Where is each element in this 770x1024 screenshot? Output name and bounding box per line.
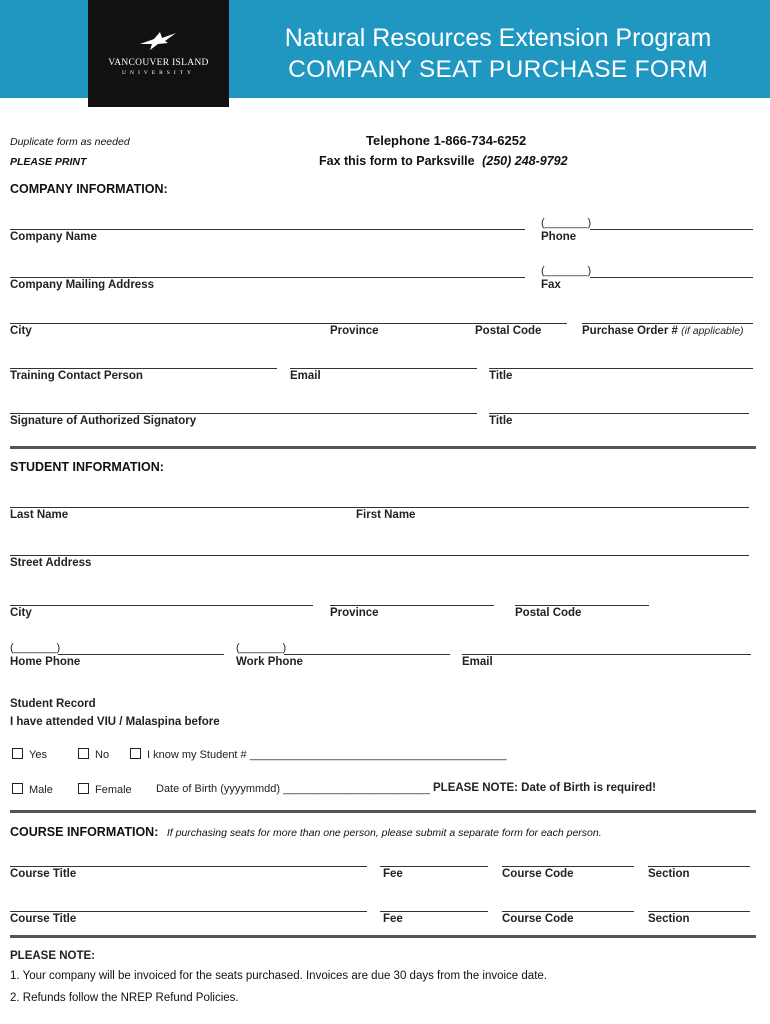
course-code-field-1[interactable] [502, 866, 634, 867]
training-contact-field[interactable] [10, 368, 277, 369]
section-divider [10, 446, 756, 449]
bird-logo-icon [138, 30, 178, 52]
student-province-field[interactable] [330, 605, 494, 606]
student-record-heading: Student Record [10, 698, 96, 710]
fax-instruction [319, 154, 568, 168]
female-checkbox[interactable] [78, 783, 89, 794]
student-email-field[interactable] [462, 654, 751, 655]
know-number-label: I know my Student # __________________________________________ [147, 749, 507, 761]
signatory-title-field[interactable] [489, 413, 749, 414]
fee-label: Fee [383, 868, 403, 880]
city-province-postal-field[interactable] [10, 323, 567, 324]
student-province-label: Province [330, 607, 379, 619]
logo-name: VANCOUVER ISLAND [108, 58, 209, 68]
course-title-label: Course Title [10, 913, 77, 925]
yes-option[interactable] [12, 748, 47, 761]
course-code-label: Course Code [502, 868, 574, 880]
work-phone-field[interactable] [284, 654, 450, 655]
course-code-field-2[interactable] [502, 911, 634, 912]
company-province-label: Province [330, 325, 379, 337]
mailing-address-label: Company Mailing Address [10, 279, 154, 291]
company-heading: COMPANY INFORMATION: [10, 182, 168, 196]
yes-label: Yes [29, 749, 47, 761]
phone-field[interactable] [590, 229, 753, 230]
attended-question: I have attended VIU / Malaspina before [10, 716, 220, 728]
section-divider-2 [10, 810, 756, 813]
first-name-label: First Name [356, 509, 416, 521]
phone-paren: (_______) [541, 217, 592, 229]
company-email-field[interactable] [290, 368, 477, 369]
viu-logo [88, 0, 229, 107]
fax-field[interactable] [590, 277, 753, 278]
course-title-field-1[interactable] [10, 866, 367, 867]
female-label: Female [95, 784, 132, 796]
company-name-label: Company Name [10, 231, 97, 243]
know-student-number-option[interactable] [130, 748, 507, 761]
street-address-field[interactable] [10, 555, 749, 556]
fax-number: (250) 248-9792 [482, 154, 568, 168]
company-postal-label: Postal Code [475, 325, 542, 337]
fee-label: Fee [383, 913, 403, 925]
fee-field-2[interactable] [380, 911, 488, 912]
student-postal-label: Postal Code [515, 607, 582, 619]
contact-title-field[interactable] [489, 368, 753, 369]
student-city-label: City [10, 607, 32, 619]
male-option[interactable] [12, 783, 53, 796]
dob-note: PLEASE NOTE: Date of Birth is required! [433, 782, 656, 794]
please-print: PLEASE PRINT [10, 156, 87, 168]
mailing-address-field[interactable] [10, 277, 525, 278]
street-address-label: Street Address [10, 557, 92, 569]
student-email-label: Email [462, 656, 493, 668]
purchase-order-text: Purchase Order # [582, 325, 678, 337]
course-code-label: Course Code [502, 913, 574, 925]
home-phone-field[interactable] [58, 654, 224, 655]
course-heading-row [10, 823, 602, 841]
male-checkbox[interactable] [12, 783, 23, 794]
course-title-field-2[interactable] [10, 911, 367, 912]
no-checkbox[interactable] [78, 748, 89, 759]
no-option[interactable] [78, 748, 109, 761]
home-phone-label: Home Phone [10, 656, 81, 668]
purchase-order-label [582, 325, 744, 337]
student-city-field[interactable] [10, 605, 313, 606]
fee-field-1[interactable] [380, 866, 488, 867]
signature-field[interactable] [10, 413, 477, 414]
footer-heading: PLEASE NOTE: [10, 950, 95, 962]
course-title-label: Course Title [10, 868, 77, 880]
section-field-2[interactable] [648, 911, 750, 912]
section-label: Section [648, 913, 690, 925]
signatory-title-label: Title [489, 415, 513, 427]
signature-label: Signature of Authorized Signatory [10, 415, 197, 427]
know-number-checkbox[interactable] [130, 748, 141, 759]
work-phone-label: Work Phone [236, 656, 303, 668]
duplicate-note: Duplicate form as needed [10, 136, 130, 148]
yes-checkbox[interactable] [12, 748, 23, 759]
footer-note-2: 2. Refunds follow the NREP Refund Policies. [10, 992, 239, 1004]
contact-title-label: Title [489, 370, 513, 382]
last-name-label: Last Name [10, 509, 69, 521]
phone-label: Phone [541, 231, 577, 243]
if-applicable: (if applicable) [681, 325, 744, 337]
course-heading: COURSE INFORMATION: [10, 825, 159, 839]
company-city-label: City [10, 325, 32, 337]
no-label: No [95, 749, 110, 761]
telephone: Telephone 1-866-734-6252 [366, 133, 527, 148]
fax-label-field: Fax [541, 279, 561, 291]
form-title: COMPANY SEAT PURCHASE FORM [288, 56, 708, 83]
section-label: Section [648, 868, 690, 880]
section-divider-3 [10, 935, 756, 938]
course-heading-note: If purchasing seats for more than one person, please submit a separate form for each person. [166, 827, 602, 839]
student-name-field[interactable] [10, 507, 749, 508]
student-heading: STUDENT INFORMATION: [10, 460, 164, 474]
footer-note-1: 1. Your company will be invoiced for the seats purchased. Invoices are due 30 days from the invoice date. [10, 970, 547, 982]
company-email-label: Email [290, 370, 321, 382]
program-title: Natural Resources Extension Program [284, 24, 712, 52]
section-field-1[interactable] [648, 866, 750, 867]
company-name-field[interactable] [10, 229, 525, 230]
dob-field[interactable]: Date of Birth (yyyymmdd) ________________________ [156, 783, 430, 795]
male-label: Male [29, 784, 53, 796]
fax-label: Fax this form to Parksville [319, 154, 475, 168]
female-option[interactable] [78, 783, 132, 796]
logo-subtitle: UNIVERSITY [122, 70, 195, 76]
training-contact-label: Training Contact Person [10, 370, 143, 382]
home-phone-paren: (_______) [10, 642, 61, 654]
purchase-order-field[interactable] [582, 323, 753, 324]
work-phone-paren: (_______) [236, 642, 287, 654]
student-postal-field[interactable] [515, 605, 649, 606]
fax-paren: (_______) [541, 265, 592, 277]
